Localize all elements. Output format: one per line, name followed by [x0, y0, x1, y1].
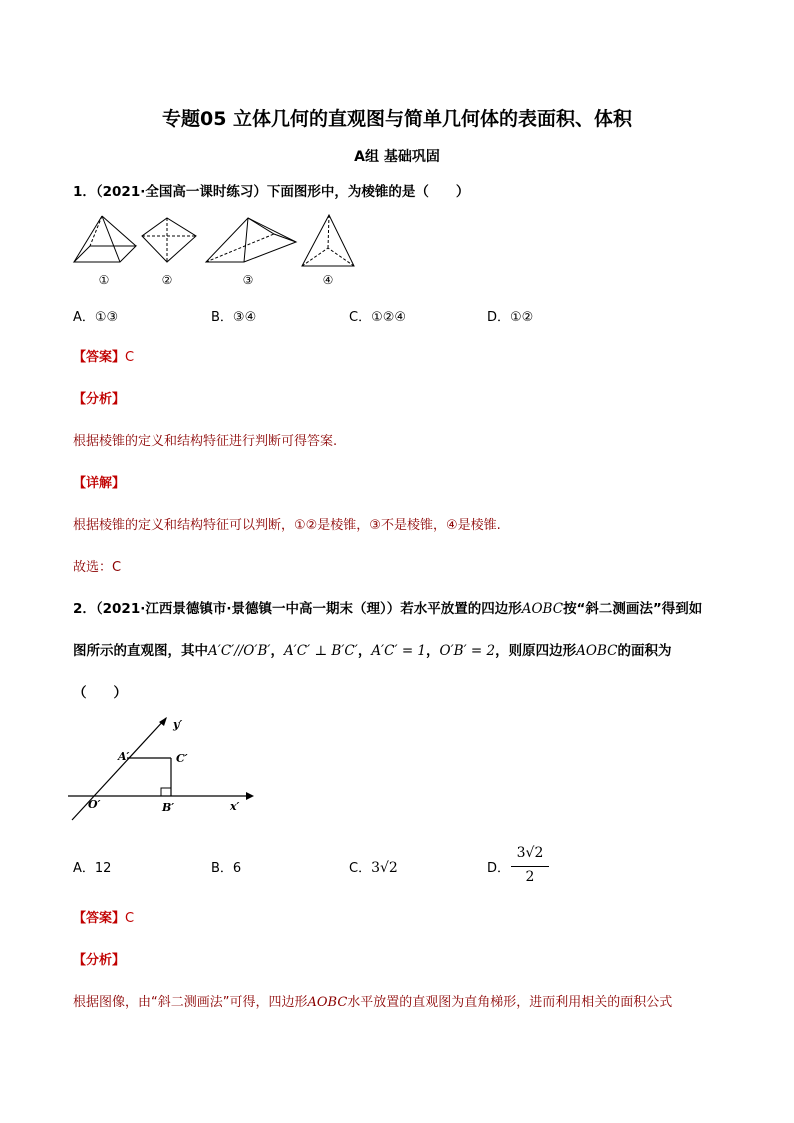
- q1-detail-tag: 【详解】: [73, 476, 126, 491]
- answer-value: C: [125, 911, 135, 926]
- label-b: B′: [162, 801, 175, 814]
- q1-option-b: B．③④: [211, 310, 257, 325]
- page-title: 专题05 立体几何的直观图与简单几何体的表面积、体积: [161, 108, 633, 130]
- q2-analysis-var: AOBC: [307, 995, 348, 1010]
- x-arrow: [246, 792, 254, 800]
- q2-line2-a: 图所示的直观图，其中: [73, 643, 208, 659]
- q1-figures: [66, 210, 366, 290]
- q2-stem-pre: 2．（2021·江西景德镇市·景德镇一中高一期末（理））若水平放置的四边形: [73, 601, 522, 617]
- q2-option-c-label: C．: [349, 861, 372, 876]
- answer-value: C: [125, 350, 135, 365]
- label-o: O′: [88, 798, 101, 811]
- q2-blank: （ ）: [73, 685, 127, 701]
- q2-line2-b: ，则原四边形: [495, 643, 577, 659]
- q2-option-b: B．6: [211, 861, 242, 876]
- label-c: C′: [176, 752, 188, 765]
- q1-choice: 故选：C: [73, 560, 122, 575]
- fraction-denominator: 2: [525, 869, 535, 885]
- pyramid-figure-4: [302, 215, 354, 266]
- q1-option-a: A．①③: [73, 310, 119, 325]
- fraction-numerator: 3√2: [516, 845, 544, 861]
- answer-tag: 【答案】: [73, 911, 126, 926]
- pyramid-figure-2: [142, 218, 196, 262]
- q2-sep3: ，: [426, 643, 440, 659]
- q1-detail: 根据棱锥的定义和结构特征可以判断，①②是棱锥，③不是棱锥，④是棱锥.: [73, 518, 501, 533]
- figure-label-3: ③: [242, 273, 254, 287]
- q2-cond4: O′B′ = 2: [439, 643, 496, 659]
- q1-option-c: C．①②④: [349, 310, 407, 325]
- q2-analysis-pre: 根据图像，由“斜二测画法”可得，四边形: [73, 995, 308, 1010]
- q2-line2-c: 的面积为: [617, 643, 672, 659]
- figure-label-4: ④: [322, 273, 334, 287]
- label-a: A′: [118, 750, 130, 763]
- q2-var: AOBC: [521, 601, 564, 617]
- q2-cond2: A′C′ ⊥ B′C′: [283, 643, 358, 659]
- q2-cond1: A′C′//O′B′: [208, 643, 271, 659]
- q1-analysis-tag: 【分析】: [73, 392, 126, 407]
- q2-analysis-post: 水平放置的直观图为直角梯形，进而利用相关的面积公式: [347, 995, 673, 1010]
- frustum-figure-3: [206, 218, 296, 262]
- q2-sep1: ，: [270, 643, 284, 659]
- section-heading: A组 基础巩固: [354, 149, 440, 165]
- q2-stem-mid: 按“斜二测画法”得到如: [563, 601, 703, 617]
- q2-option-c: [349, 857, 398, 876]
- q2-option-c-value: 3√2: [371, 860, 398, 876]
- label-x: x′: [230, 800, 240, 813]
- q1-answer: [73, 346, 134, 365]
- q2-sep2: ，: [357, 643, 372, 659]
- q2-analysis-tag: 【分析】: [73, 953, 126, 968]
- q2-stem-line1: [73, 597, 702, 617]
- q2-option-d-label: D．: [487, 861, 511, 876]
- pyramid-figure-1: [74, 216, 136, 262]
- q2-answer: [73, 907, 134, 926]
- q2-var2: AOBC: [576, 643, 618, 659]
- q1-analysis: 根据棱锥的定义和结构特征进行判断可得答案.: [73, 434, 338, 449]
- label-y: y′: [173, 718, 183, 731]
- q1-option-d: D．①②: [487, 310, 534, 325]
- q2-analysis: [73, 991, 672, 1010]
- q2-figure: [66, 712, 256, 824]
- figure-label-1: ①: [98, 273, 110, 287]
- q2-cond3: A′C′ = 1: [371, 643, 427, 659]
- q1-stem: 1．（2021·全国高一课时练习）下面图形中，为棱锥的是（ ）: [73, 184, 470, 200]
- answer-tag: 【答案】: [73, 350, 126, 365]
- figure-label-2: ②: [161, 273, 173, 287]
- q2-stem-line2: [73, 639, 671, 659]
- q2-option-a: A．12: [73, 861, 112, 876]
- y-axis: [72, 718, 166, 820]
